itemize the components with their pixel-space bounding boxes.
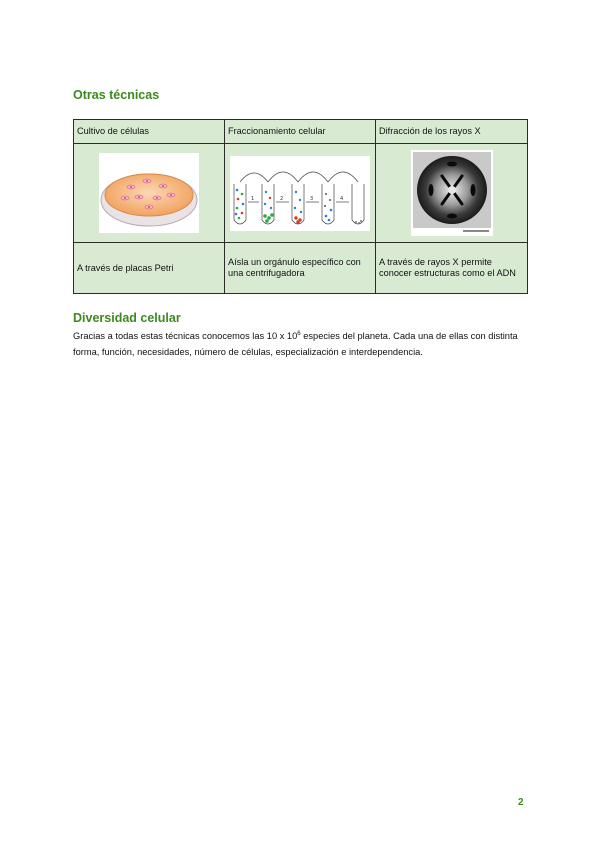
svg-text:3: 3 [310, 195, 314, 202]
exponent: 6 [297, 330, 301, 337]
svg-text:1: 1 [251, 195, 255, 202]
body-paragraph [73, 329, 531, 360]
header-cell: Fraccionamiento celular [225, 120, 376, 144]
image-cell [225, 144, 376, 243]
image-cell [74, 144, 225, 243]
paragraph-text: Gracias a todas estas técnicas conocemos las 10 x 10 [73, 331, 298, 341]
x-ray-diffraction-image [411, 150, 493, 236]
image-cell [376, 144, 528, 243]
description-cell: Aísla un orgánulo específico con una centrifugadora [225, 243, 376, 294]
centrifugation-image [230, 156, 370, 231]
techniques-table [73, 119, 528, 294]
section-title-otras-tecnicas: Otras técnicas [73, 88, 160, 102]
header-cell: Difracción de los rayos X [376, 120, 528, 144]
section-title-diversidad-celular: Diversidad celular [73, 311, 181, 325]
page-number: 2 [518, 797, 524, 808]
header-cell: Cultivo de células [74, 120, 225, 144]
svg-text:4: 4 [340, 195, 344, 202]
petri-dish-image [99, 153, 199, 233]
paragraph-text: especies del planeta. Cada una de ellas con distinta forma, función, necesidades, número de células, especialización e interdependencia. [73, 331, 518, 357]
svg-text:2: 2 [280, 195, 284, 202]
description-cell: A través de placas Petri [74, 243, 225, 294]
description-cell: A través de rayos X permite conocer estructuras como el ADN [376, 243, 528, 294]
